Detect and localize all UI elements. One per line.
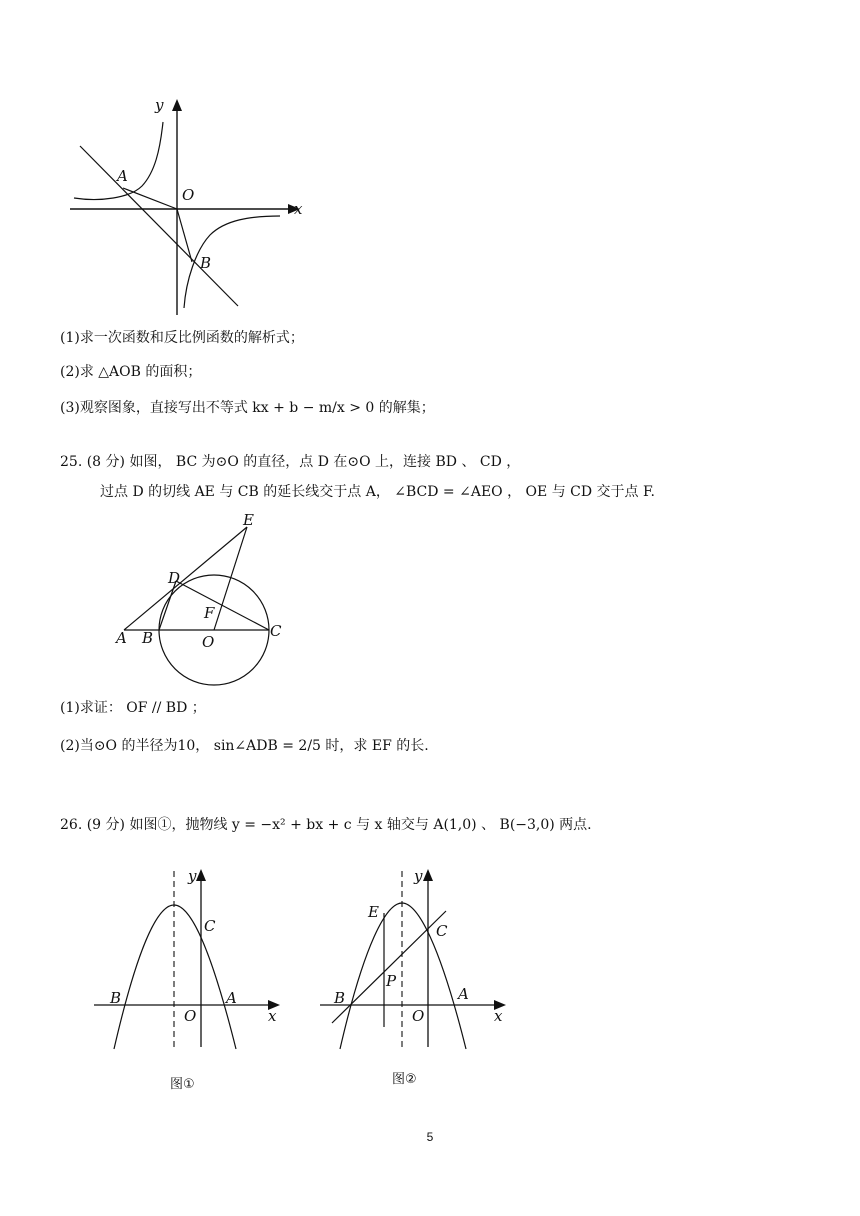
q25-label-A: A [116, 629, 127, 647]
q25-label-D: D [168, 569, 181, 587]
q25-label-O: O [202, 633, 215, 651]
fig2-label-x: x [494, 1007, 503, 1025]
q24-label-A: A [117, 167, 128, 185]
q24-part-1: (1)求一次函数和反比例函数的解析式； [60, 330, 304, 346]
q25-stem-line1: 25. (8 分) 如图， BC 为⊙O 的直径，点 D 在⊙O 上，连接 BD 、 CD ， [60, 454, 521, 470]
q25-segment-DC [176, 581, 269, 630]
q25-label-B: B [142, 629, 154, 647]
fig1-label-x: x [268, 1007, 277, 1025]
q25-segment-DB [159, 581, 176, 630]
fig2-label-B: B [334, 989, 346, 1007]
fig2-label-A: A [458, 985, 469, 1003]
fig2-label-E: E [368, 903, 379, 921]
q25-label-C: C [270, 622, 282, 640]
q24-label-y: y [155, 96, 164, 114]
q24-part-3: (3)观察图象，直接写出不等式 kx + b − m/x > 0 的解集； [60, 400, 435, 416]
fig1-label-C: C [204, 917, 216, 935]
q25-label-E: E [243, 511, 254, 529]
q24-part-2: (2)求 △AOB 的面积； [60, 364, 202, 380]
q24-label-B: B [200, 254, 212, 272]
fig1-label-A: A [226, 989, 237, 1007]
q24-figure [60, 90, 320, 320]
q26-figure-2 [316, 865, 516, 1055]
fig1-caption: 图① [170, 1077, 195, 1092]
q24-hyperbola-left [74, 122, 163, 200]
q24-y-arrow [172, 99, 182, 111]
q24-label-O: O [182, 186, 195, 204]
fig2-caption: 图② [392, 1072, 417, 1087]
fig1-label-B: B [110, 989, 122, 1007]
q24-segment-OB [177, 209, 192, 262]
q25-tangent-AE [124, 527, 247, 630]
fig2-label-C: C [436, 922, 448, 940]
q25-label-F: F [204, 604, 215, 622]
fig1-label-y: y [188, 867, 197, 885]
q25-stem-line2: 过点 D 的切线 AE 与 CB 的延长线交于点 A， ∠BCD = ∠AEO ， OE 与 CD 交于点 F. [100, 484, 655, 500]
q24-label-x: x [294, 200, 303, 218]
fig1-parabola [114, 905, 236, 1049]
q24-line-AB [80, 146, 238, 306]
q25-part-2: (2)当⊙O 的半径为10， sin∠ADB = 2/5 时，求 EF 的长. [60, 738, 429, 754]
q26-stem: 26. (9 分) 如图①，抛物线 y = −x² + bx + c 与 x 轴交与 A(1,0) 、 B(−3,0) 两点. [60, 817, 592, 833]
page-number: 5 [426, 1130, 434, 1144]
fig2-label-O: O [412, 1007, 425, 1025]
fig1-y-arrow [196, 869, 206, 881]
fig1-label-O: O [184, 1007, 197, 1025]
q25-segment-OE [214, 527, 247, 630]
fig2-y-arrow [423, 869, 433, 881]
q25-part-1: (1)求证： OF // BD ； [60, 700, 206, 716]
fig2-line-BC [332, 911, 446, 1023]
q25-figure [110, 505, 310, 695]
q26-figure-1 [88, 865, 288, 1055]
fig2-label-y: y [414, 867, 423, 885]
fig2-label-P: P [386, 972, 397, 990]
q24-hyperbola-right [184, 216, 280, 308]
